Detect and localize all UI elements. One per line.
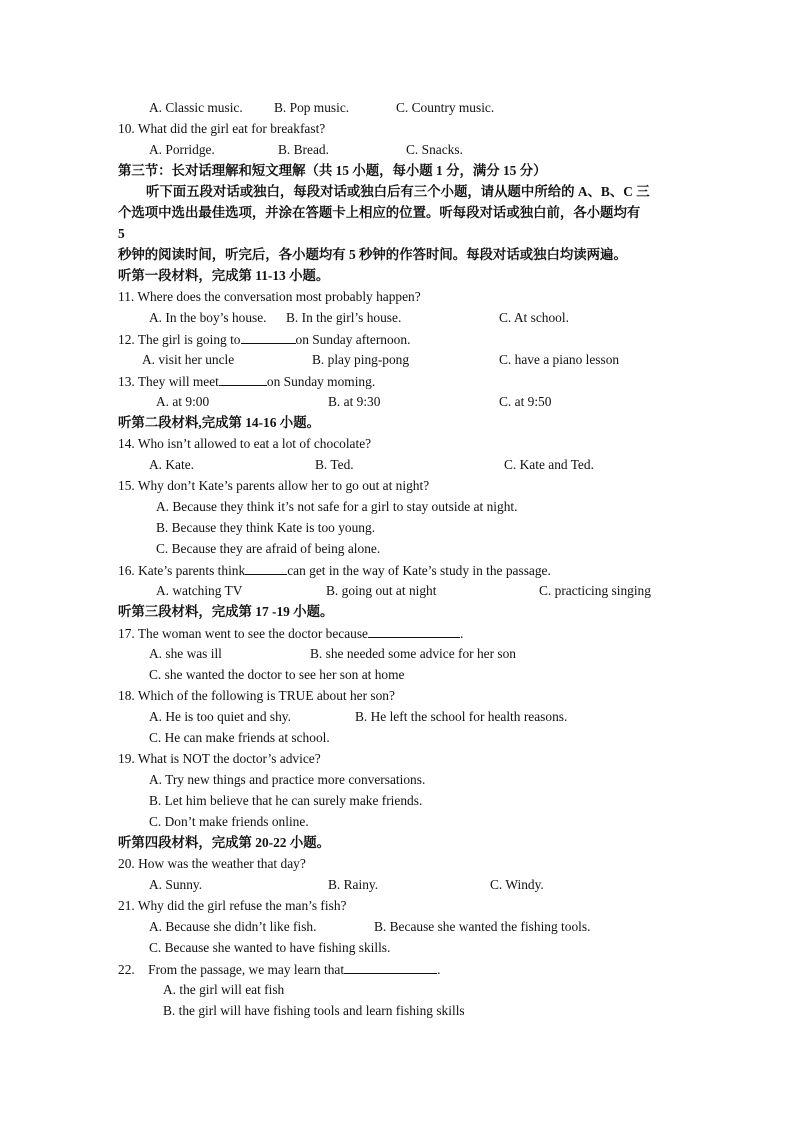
q10-option-b: B. Bread. — [278, 142, 329, 157]
q17-stem — [118, 624, 463, 643]
q9-option-a: A. Classic music. — [149, 100, 243, 115]
q12-stem — [118, 330, 410, 349]
q22-option-a: A. the girl will eat fish — [163, 982, 285, 997]
section-3-heading: 第三节：长对话理解和短文理解（共 15 小题，每小题 1 分，满分 15 分） — [118, 163, 547, 178]
q16-option-b: B. going out at night — [326, 583, 437, 598]
q12-option-b: B. play ping-pong — [312, 352, 410, 367]
q22-stem — [118, 960, 440, 979]
section-3-instruction-line-2: 个选项中选出最佳选项，并涂在答题卡上相应的位置。听每段对话或独白前，各小题均有 — [118, 205, 641, 220]
q17-option-c: C. she wanted the doctor to see her son at home — [149, 667, 405, 682]
part-4-heading: 听第四段材料，完成第 20-22 小题。 — [118, 835, 331, 850]
q20-option-c: C. Windy. — [490, 877, 544, 892]
part-2-heading: 听第二段材料,完成第 14-16 小题。 — [118, 415, 320, 430]
q17-option-a: A. she was ill — [149, 646, 222, 661]
q22-answer-blank — [344, 960, 437, 974]
q13-stem — [118, 372, 375, 391]
q16-option-c: C. practicing singing — [539, 583, 651, 598]
q13-stem-end: on Sunday moming. — [266, 374, 376, 389]
q15-option-a: A. Because they think it’s not safe for a girl to stay outside at night. — [156, 499, 518, 514]
q15-option-c: C. Because they are afraid of being alone. — [156, 541, 381, 556]
q14-option-b: B. Ted. — [315, 457, 354, 472]
q10-option-c: C. Snacks. — [406, 142, 463, 157]
q20-stem: 20. How was the weather that day? — [118, 856, 306, 871]
q17-answer-blank — [368, 624, 460, 638]
q16-option-a: A. watching TV — [156, 583, 243, 598]
q11-stem: 11. Where does the conversation most probably happen? — [118, 289, 421, 304]
q19-stem: 19. What is NOT the doctor’s advice? — [118, 751, 321, 766]
q20-option-b: B. Rainy. — [328, 877, 379, 892]
q13-option-c: C. at 9:50 — [499, 394, 552, 409]
part-1-heading: 听第一段材料，完成第 11-13 小题。 — [118, 268, 330, 283]
q10-stem: 10. What did the girl eat for breakfast? — [118, 121, 326, 136]
q19-option-a: A. Try new things and practice more conversations. — [149, 772, 426, 787]
section-3-instruction-line-1: 听下面五段对话或独白，每段对话或独白后有三个小题，请从题中所给的 A、B、C 三 — [146, 184, 650, 199]
q16-stem-end: can get in the way of Kate’s study in the passage. — [287, 563, 551, 578]
q13-answer-blank — [219, 372, 267, 386]
q12-stem-start: 12. The girl is going to — [118, 332, 241, 347]
q21-stem: 21. Why did the girl refuse the man’s fish? — [118, 898, 347, 913]
q19-option-b: B. Let him believe that he can surely make friends. — [149, 793, 423, 808]
q13-option-a: A. at 9:00 — [156, 394, 210, 409]
q13-stem-start: 13. They will meet — [118, 374, 219, 389]
q12-option-c: C. have a piano lesson — [499, 352, 620, 367]
q16-answer-blank — [245, 561, 287, 575]
q11-option-b: B. In the girl’s house. — [286, 310, 402, 325]
section-3-instruction-line-4: 秒钟的阅读时间，听完后，各小题均有 5 秒钟的作答时间。每段对话或独白均读两遍。 — [118, 247, 627, 262]
q18-stem: 18. Which of the following is TRUE about her son? — [118, 688, 395, 703]
part-3-heading: 听第三段材料，完成第 17 -19 小题。 — [118, 604, 334, 619]
q12-answer-blank — [241, 330, 296, 344]
q21-option-c: C. Because she wanted to have fishing skills. — [149, 940, 391, 955]
q11-option-a: A. In the boy’s house. — [149, 310, 267, 325]
q10-option-a: A. Porridge. — [149, 142, 215, 157]
q20-option-a: A. Sunny. — [149, 877, 203, 892]
q9-option-b: B. Pop music. — [274, 100, 350, 115]
q19-option-c: C. Don’t make friends online. — [149, 814, 309, 829]
q9-option-c: C. Country music. — [396, 100, 495, 115]
q17-option-b: B. she needed some advice for her son — [310, 646, 516, 661]
q12-stem-end: on Sunday afternoon. — [295, 332, 411, 347]
q13-option-b: B. at 9:30 — [328, 394, 381, 409]
q16-stem-start: 16. Kate’s parents think — [118, 563, 246, 578]
q21-option-b: B. Because she wanted the fishing tools. — [374, 919, 591, 934]
q17-stem-start: 17. The woman went to see the doctor because — [118, 626, 369, 641]
q14-stem: 14. Who isn’t allowed to eat a lot of chocolate? — [118, 436, 372, 451]
q11-option-c: C. At school. — [499, 310, 569, 325]
q22-stem-end: . — [437, 962, 441, 977]
q16-stem — [118, 561, 551, 580]
q14-option-c: C. Kate and Ted. — [504, 457, 594, 472]
q21-option-a: A. Because she didn’t like fish. — [149, 919, 317, 934]
q14-option-a: A. Kate. — [149, 457, 194, 472]
q15-option-b: B. Because they think Kate is too young. — [156, 520, 376, 535]
q17-stem-end: . — [460, 626, 464, 641]
q18-option-c: C. He can make friends at school. — [149, 730, 330, 745]
q18-option-b: B. He left the school for health reasons. — [355, 709, 568, 724]
q22-option-b: B. the girl will have fishing tools and learn fishing skills — [163, 1003, 465, 1018]
q22-stem-start: 22. From the passage, we may learn that — [118, 962, 345, 977]
section-3-instruction-line-3: 5 — [118, 226, 125, 241]
q12-option-a: A. visit her uncle — [142, 352, 235, 367]
q18-option-a: A. He is too quiet and shy. — [149, 709, 291, 724]
q15-stem: 15. Why don’t Kate’s parents allow her to go out at night? — [118, 478, 430, 493]
